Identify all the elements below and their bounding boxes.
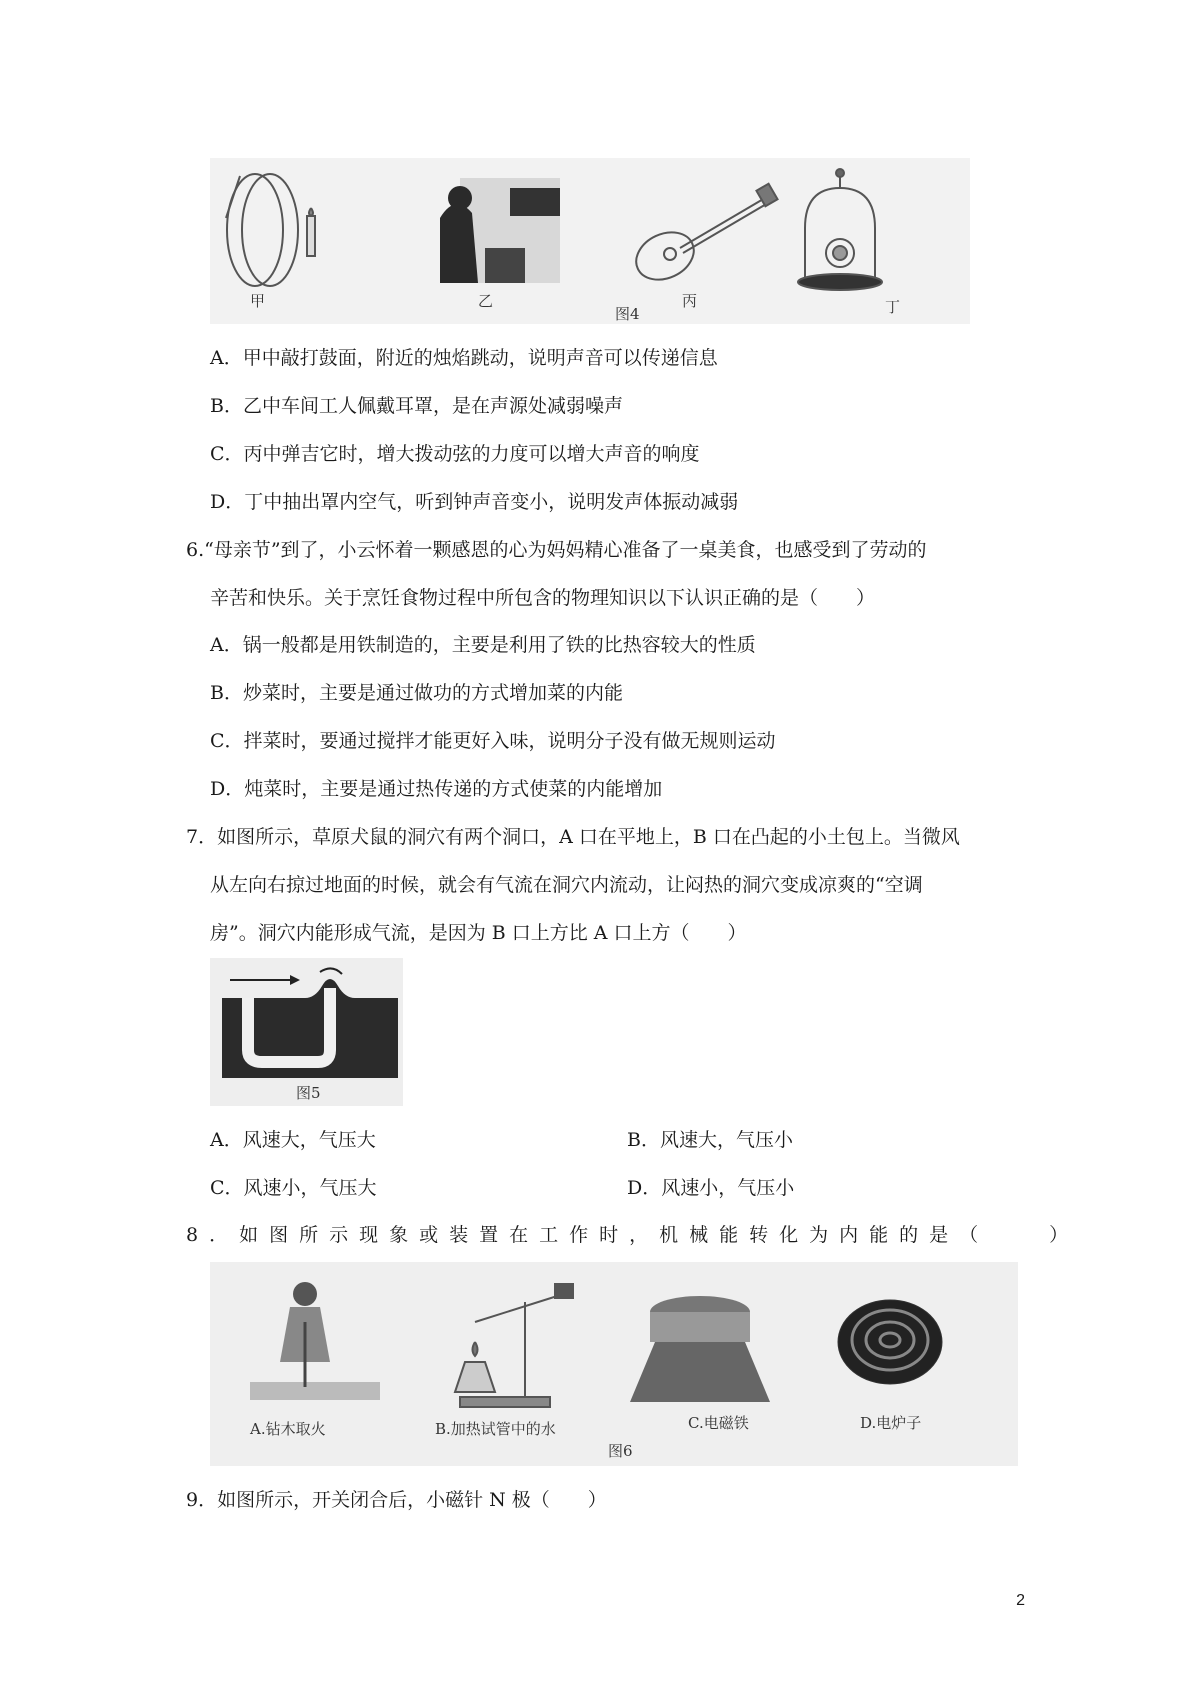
q5-option-d: D．丁中抽出罩内空气，听到钟声音变小，说明发声体振动减弱 bbox=[210, 491, 739, 513]
q7-stem-line2: 从左向右掠过地面的时候，就会有气流在洞穴内流动，让闷热的洞穴变成凉爽的“空调 bbox=[210, 874, 923, 896]
fig5-caption: 图5 bbox=[296, 1084, 321, 1102]
fig6-label-d: D.电炉子 bbox=[860, 1414, 922, 1432]
q7-option-c: C．风速小，气压大 bbox=[210, 1177, 377, 1199]
page-number: 2 bbox=[1016, 1592, 1025, 1609]
fig4-label-jia: 甲 bbox=[250, 292, 266, 310]
electric-stove-illustration bbox=[838, 1300, 942, 1384]
fig6-label-a: A.钻木取火 bbox=[250, 1420, 326, 1438]
q6-option-c: C．拌菜时，要通过搅拌才能更好入味，说明分子没有做无规则运动 bbox=[210, 730, 776, 752]
bell-jar-illustration bbox=[798, 169, 882, 290]
fig6-label-c: C.电磁铁 bbox=[688, 1414, 749, 1432]
fig4-label-bing: 丙 bbox=[682, 292, 698, 310]
q5-option-c: C．丙中弹吉它时，增大拨动弦的力度可以增大声音的响度 bbox=[210, 443, 700, 465]
q6-stem-line2: 辛苦和快乐。关于烹饪食物过程中所包含的物理知识以下认识正确的是（ ） bbox=[210, 587, 876, 609]
heating-test-tube-illustration bbox=[455, 1284, 573, 1407]
q7-option-d: D．风速小，气压小 bbox=[627, 1177, 795, 1199]
drum-illustration bbox=[226, 174, 315, 286]
figure-4-drawing bbox=[210, 158, 970, 324]
electromagnet-illustration bbox=[630, 1296, 770, 1402]
fig6-caption: 图6 bbox=[608, 1442, 633, 1460]
q6-option-d: D．炖菜时，主要是通过热传递的方式使菜的内能增加 bbox=[210, 778, 663, 800]
q6-option-a: A．锅一般都是用铁制造的，主要是利用了铁的比热容较大的性质 bbox=[210, 634, 756, 656]
q6-stem-line1: 6.“母亲节”到了，小云怀着一颗感恩的心为妈妈精心准备了一桌美食，也感受到了劳动的 bbox=[186, 539, 927, 561]
worker-illustration bbox=[440, 178, 560, 283]
q7-stem-line3: 房”。洞穴内能形成气流，是因为 B 口上方比 A 口上方（ ） bbox=[210, 922, 747, 944]
guitar-illustration bbox=[629, 184, 778, 289]
figure-6-drawing bbox=[210, 1262, 1018, 1466]
figure-5 bbox=[210, 958, 403, 1106]
q8-stem-line1: 8．如图所示现象或装置在工作时，机械能转化为内能的是（ ） bbox=[186, 1224, 1080, 1246]
fig4-label-ding: 丁 bbox=[885, 298, 901, 316]
figure-6 bbox=[210, 1262, 1018, 1466]
q9-stem-line1: 9．如图所示，开关闭合后，小磁针 N 极（ ） bbox=[186, 1489, 607, 1511]
figure-4 bbox=[210, 158, 970, 324]
q7-option-b: B．风速大，气压小 bbox=[627, 1129, 793, 1151]
q7-stem-line1: 7．如图所示，草原犬鼠的洞穴有两个洞口，A 口在平地上，B 口在凸起的小土包上。当微风 bbox=[186, 826, 960, 848]
fig4-caption: 图4 bbox=[615, 305, 640, 323]
q5-option-b: B．乙中车间工人佩戴耳罩，是在声源处减弱噪声 bbox=[210, 395, 623, 417]
q7-option-a: A．风速大，气压大 bbox=[210, 1129, 376, 1151]
q5-option-a: A．甲中敲打鼓面，附近的烛焰跳动，说明声音可以传递信息 bbox=[210, 347, 718, 369]
fig4-label-yi: 乙 bbox=[478, 292, 494, 310]
drill-wood-illustration bbox=[250, 1282, 380, 1400]
fig6-label-b: B.加热试管中的水 bbox=[435, 1420, 556, 1438]
q6-option-b: B．炒菜时，主要是通过做功的方式增加菜的内能 bbox=[210, 682, 623, 704]
